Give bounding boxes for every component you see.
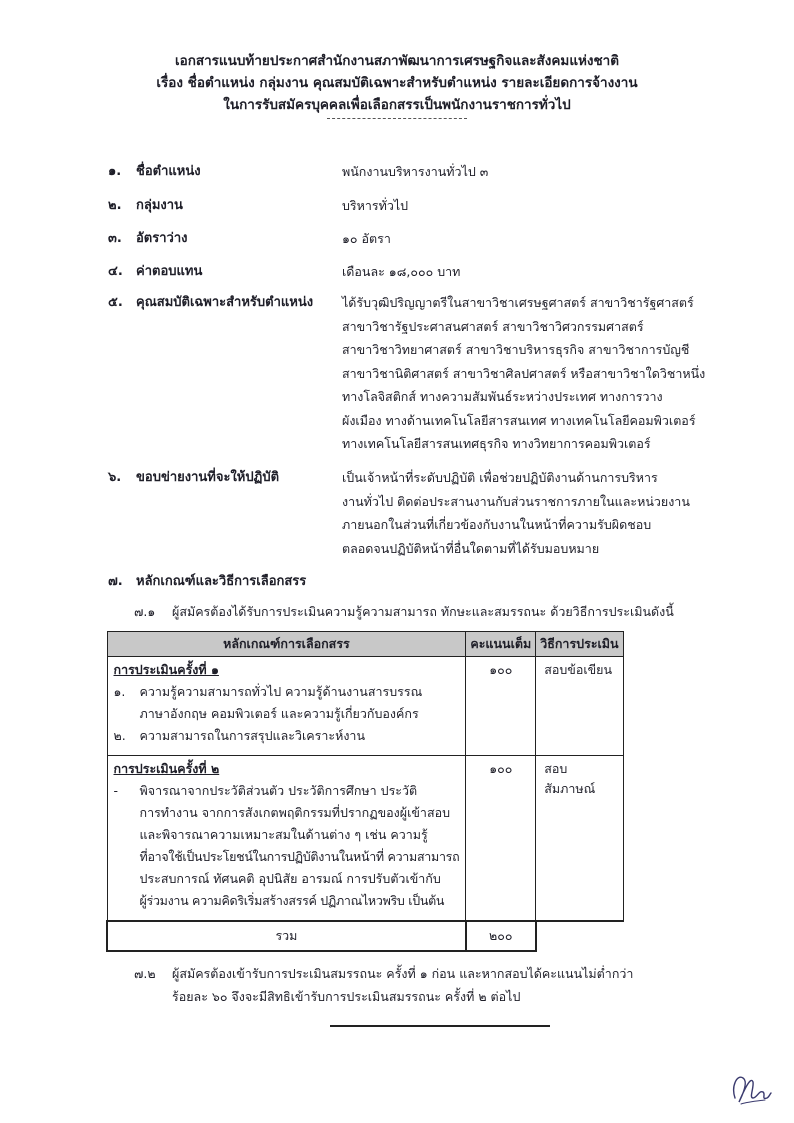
item-value-line: สาขาวิชานิติศาสตร์ สาขาวิชาศิลปศาสตร์ หรือสาขาวิชาใดวิชาหนึ่ง	[342, 365, 706, 381]
line-text: ภาษาอังกฤษ คอมพิวเตอร์ และความรู้เกี่ยวกับองค์กร	[139, 706, 419, 721]
document-header	[0, 50, 794, 119]
header-line-2: เรื่อง ชื่อตำแหน่ง กลุ่มงาน คุณสมบัติเฉพาะสำหรับตำแหน่ง รายละเอียดการจ้างงาน	[156, 75, 638, 91]
signature-icon	[727, 1068, 773, 1108]
item-value-line: สาขาวิชารัฐประศาสนศาสตร์ สาขาวิชาวิศวกรรมศาสตร์	[342, 318, 644, 334]
line-text: ความสามารถในการสรุปและวิเคราะห์งาน	[139, 728, 365, 743]
item-value-line: ทางโลจิสติกส์ ทางความสัมพันธ์ระหว่างประเทศ ทางการวาง	[342, 389, 663, 404]
table-total-row	[107, 921, 623, 951]
item-number: ๑.	[108, 164, 122, 179]
item-value-line: ทางเทคโนโลยีสารสนเทศธุรกิจ ทางวิทยาการคอมพิวเตอร์	[342, 436, 651, 451]
item-label: หลักเกณฑ์และวิธีการเลือกสรร	[136, 574, 307, 589]
header-full-score: คะแนนเต็ม	[466, 632, 536, 657]
item-value-line: งานทั่วไป ติดต่อประสานงานกับส่วนราชการภายในและหน่วยงาน	[342, 493, 690, 509]
line-number: ๒.	[113, 728, 126, 743]
sub-text: ผู้สมัครต้องเข้ารับการประเมินสมรรถนะ ครั้งที่ ๑ ก่อน และหากสอบได้คะแนนไม่ต่ำกว่า	[172, 966, 634, 981]
header-line-1: เอกสารแนบท้ายประกาศสำนักงานสภาพัฒนาการเศรษฐกิจและสังคมแห่งชาติ	[174, 53, 620, 69]
header-criteria: หลักเกณฑ์การเลือกสรร	[107, 632, 466, 657]
sub-number: ๗.๒	[134, 966, 156, 981]
item-value-line: ได้รับวุฒิปริญญาตรีในสาขาวิชาเศรษฐศาสตร์ สาขาวิชารัฐศาสตร์	[342, 295, 694, 310]
item-value	[342, 194, 718, 218]
item-label: คุณสมบัติเฉพาะสำหรับตำแหน่ง	[136, 295, 314, 310]
line-text: และพิจารณาความเหมาะสมในด้านต่าง ๆ เช่น ความรู้	[139, 827, 428, 842]
sub-text: ผู้สมัครต้องได้รับการประเมินความรู้ความสามารถ ทักษะและสมรรถนะ ด้วยวิธีการประเมินดังนี้	[172, 604, 674, 619]
item-value-line: สาขาวิชาวิทยาศาสตร์ สาขาวิชาบริหารธุรกิจ สาขาวิชาการบัญชี	[342, 342, 690, 357]
item-label: อัตราว่าง	[136, 231, 188, 246]
item-label: ชื่อตำแหน่ง	[136, 164, 201, 179]
round2-score: ๑๐๐	[466, 756, 536, 922]
line-text: ที่อาจใช้เป็นประโยชน์ในการปฏิบัติงานในหน้าที่ ความสามารถ	[139, 849, 460, 864]
sub-number: ๗.๑	[134, 604, 156, 619]
round1-title: การประเมินครั้งที่ ๑	[113, 662, 219, 677]
round1-method: สอบข้อเขียน	[536, 657, 623, 756]
item-label: กลุ่มงาน	[136, 198, 183, 213]
table-row	[107, 756, 623, 922]
end-divider	[330, 1025, 550, 1027]
item-value-line: ภายนอกในส่วนที่เกี่ยวข้องกับงานในหน้าที่ความรับผิดชอบ	[342, 517, 652, 532]
item-number: ๔.	[108, 264, 123, 279]
item-value-line: ผังเมือง ทางด้านเทคโนโลยีสารสนเทศ ทางเทคโนโลยีคอมพิวเตอร์	[342, 412, 696, 428]
table-header-row	[107, 632, 623, 657]
criteria-line	[114, 890, 460, 912]
item-number: ๒.	[108, 198, 122, 213]
criteria-line	[114, 725, 460, 747]
total-label: รวม	[107, 921, 466, 951]
criteria-line	[114, 780, 460, 802]
item-value	[342, 227, 718, 251]
total-score: ๒๐๐	[466, 921, 536, 951]
item-value	[342, 466, 718, 560]
criteria-line	[114, 681, 460, 703]
header-method: วิธีการประเมิน	[536, 632, 623, 657]
round1-score: ๑๐๐	[466, 657, 536, 756]
sub-line: ร้อยละ ๖๐ จึงจะมีสิทธิเข้ารับการประเมินสมรรถนะ ครั้งที่ ๒ ต่อไป	[172, 989, 521, 1004]
item-value	[342, 260, 718, 284]
item-value-line: บริหารทั่วไป	[342, 198, 409, 213]
table-row	[107, 657, 623, 756]
item-value-line: ๑๐ อัตรา	[342, 231, 391, 246]
item-label: ขอบข่ายงานที่จะให้ปฏิบัติ	[136, 470, 280, 485]
line-bullet: -	[113, 783, 119, 798]
line-text: ความรู้ความสามารถทั่วไป ความรู้ด้านงานสารบรรณ	[139, 684, 423, 699]
item-value-line: ตลอดจนปฏิบัติหน้าที่อื่นใดตามที่ได้รับมอบหมาย	[342, 540, 600, 556]
item-value-line: พนักงานบริหารงานทั่วไป ๓	[342, 164, 489, 179]
item-number: ๗.	[108, 574, 123, 589]
item-value-line: เป็นเจ้าหน้าที่ระดับปฏิบัติ เพื่อช่วยปฏิบัติงานด้านการบริหาร	[342, 470, 658, 485]
header-divider	[327, 118, 467, 119]
line-text: ประสบการณ์ ทัศนคติ อุปนิสัย อารมณ์ การปรับตัวเข้ากับ	[139, 871, 441, 886]
round2-title: การประเมินครั้งที่ ๒	[113, 761, 220, 776]
line-number: ๑.	[113, 684, 126, 699]
criteria-line	[114, 802, 460, 824]
section-7-2	[134, 962, 734, 1008]
criteria-line	[114, 703, 460, 725]
item-label: ค่าตอบแทน	[136, 264, 203, 279]
item-number: ๖.	[108, 470, 122, 485]
round2-criteria	[107, 756, 466, 922]
criteria-line	[114, 846, 460, 868]
sub-line	[134, 962, 734, 985]
item-value	[342, 291, 718, 456]
line-text: การทำงาน จากการสังเกตพฤติกรรมที่ปรากฏของผู้เข้าสอบ	[139, 805, 451, 820]
round2-method: สอบสัมภาษณ์	[536, 756, 623, 922]
item-value	[342, 160, 718, 184]
item-number: ๕.	[108, 295, 123, 310]
criteria-table	[106, 631, 624, 952]
item-number: ๓.	[108, 231, 122, 246]
round1-criteria	[107, 657, 466, 756]
section-7-1	[134, 600, 734, 623]
line-text: ผู้ร่วมงาน ความคิดริเริ่มสร้างสรรค์ ปฏิภาณไหวพริบ เป็นต้น	[139, 893, 445, 908]
criteria-line	[114, 824, 460, 846]
item-value-line: เดือนละ ๑๘,๐๐๐ บาท	[342, 264, 461, 279]
line-text: พิจารณาจากประวัติส่วนตัว ประวัติการศึกษา ประวัติ	[139, 783, 418, 798]
header-line-3: ในการรับสมัครบุคคลเพื่อเลือกสรรเป็นพนักงานราชการทั่วไป	[223, 97, 571, 113]
criteria-line	[114, 868, 460, 890]
